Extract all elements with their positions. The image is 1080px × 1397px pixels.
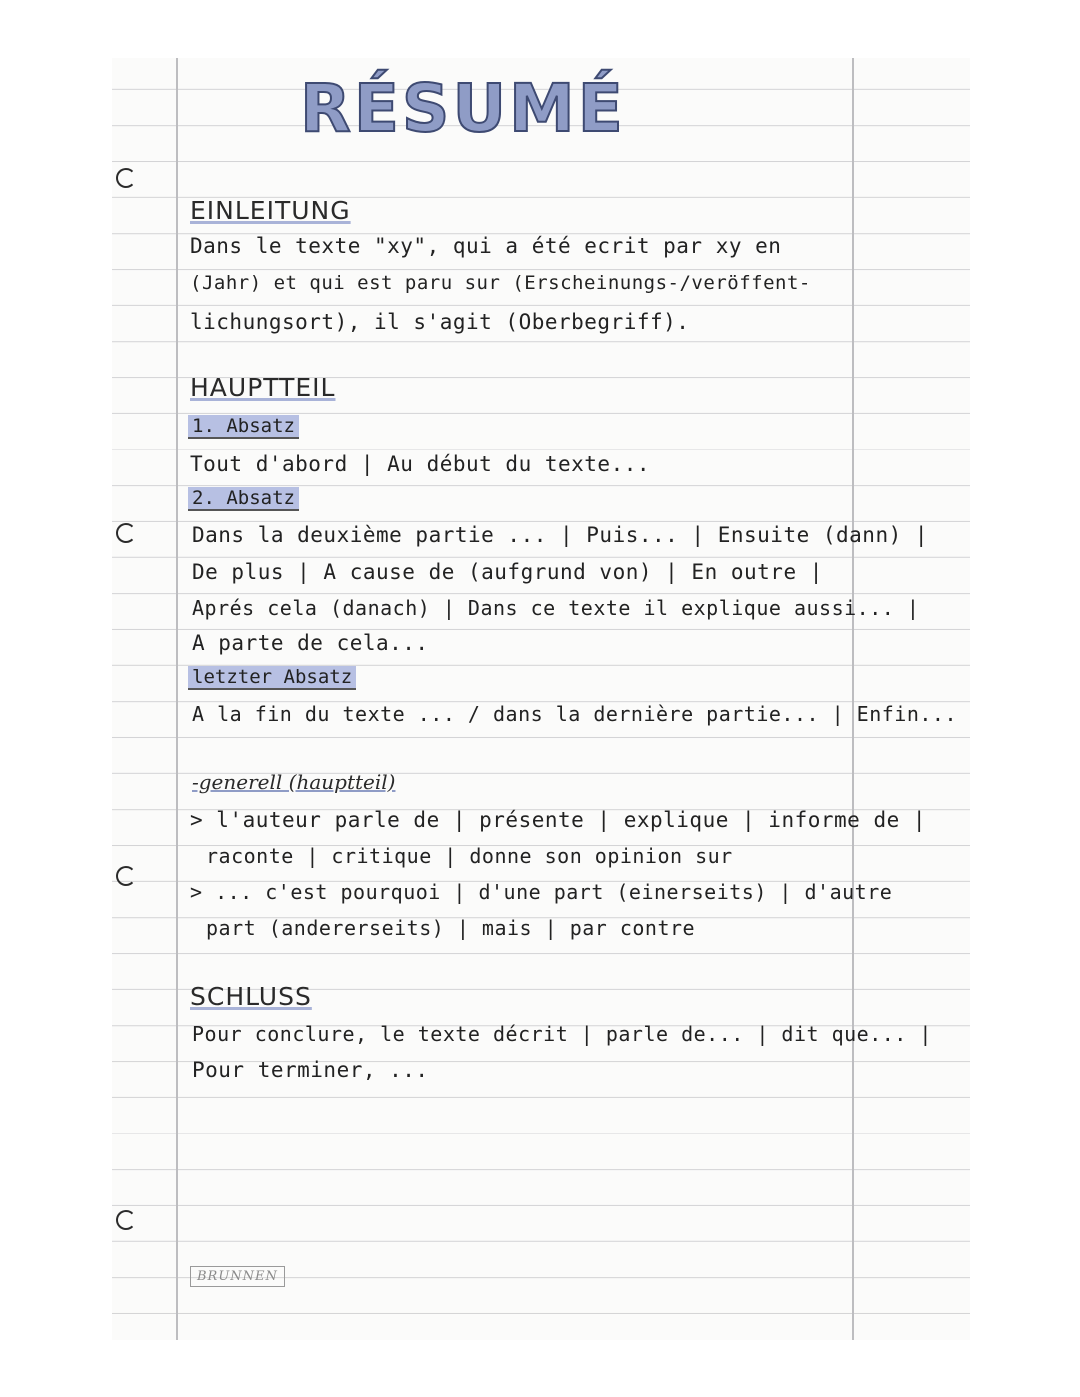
punch-hole-icon xyxy=(116,168,136,188)
hauptteil-heading: HAUPTTEIL xyxy=(190,373,336,402)
absatz2-line: Dans la deuxième partie ... | Puis... | Ensuite (dann) | xyxy=(192,523,929,547)
punch-hole-icon xyxy=(116,523,136,543)
letzter-absatz-label: letzter Absatz xyxy=(188,666,356,690)
right-margin-line xyxy=(852,58,854,1340)
schluss-line: Pour terminer, ... xyxy=(192,1058,429,1082)
einleitung-line: Dans le texte "xy", qui a été ecrit par xy en xyxy=(190,234,782,258)
absatz2-line: A parte de cela... xyxy=(192,631,429,655)
punch-hole-icon xyxy=(116,866,136,886)
generell-line: raconte | critique | donne son opinion sur xyxy=(206,844,733,868)
einleitung-line: lichungsort), il s'agit (Oberbegriff). xyxy=(190,310,690,334)
generell-line: part (andererseits) | mais | par contre xyxy=(206,916,696,940)
absatz2-line: De plus | A cause de (aufgrund von) | En outre | xyxy=(192,560,823,584)
absatz1-line: Tout d'abord | Au début du texte... xyxy=(190,452,651,476)
generell-line: > ... c'est pourquoi | d'une part (einerseits) | d'autre xyxy=(190,880,893,904)
absatz2-label: 2. Absatz xyxy=(188,487,299,511)
generell-line: > l'auteur parle de | présente | explique | informe de | xyxy=(190,808,927,832)
page-title: RÉSUMÉ xyxy=(300,70,626,147)
brunnen-logo: BRUNNEN xyxy=(190,1266,285,1287)
einleitung-heading: EINLEITUNG xyxy=(190,196,351,225)
absatz1-label: 1. Absatz xyxy=(188,415,299,439)
generell-label: -generell (hauptteil) xyxy=(192,770,396,794)
schluss-line: Pour conclure, le texte décrit | parle de... | dit que... | xyxy=(192,1022,932,1046)
absatz2-line: Aprés cela (danach) | Dans ce texte il explique aussi... | xyxy=(192,596,920,620)
left-margin-line xyxy=(176,58,178,1340)
letzter-absatz-line: A la fin du texte ... / dans la dernière partie... | Enfin... xyxy=(192,702,958,726)
einleitung-line: (Jahr) et qui est paru sur (Erscheinungs-/veröffent- xyxy=(190,272,811,294)
schluss-heading: SCHLUSS xyxy=(190,982,312,1011)
punch-hole-icon xyxy=(116,1210,136,1230)
